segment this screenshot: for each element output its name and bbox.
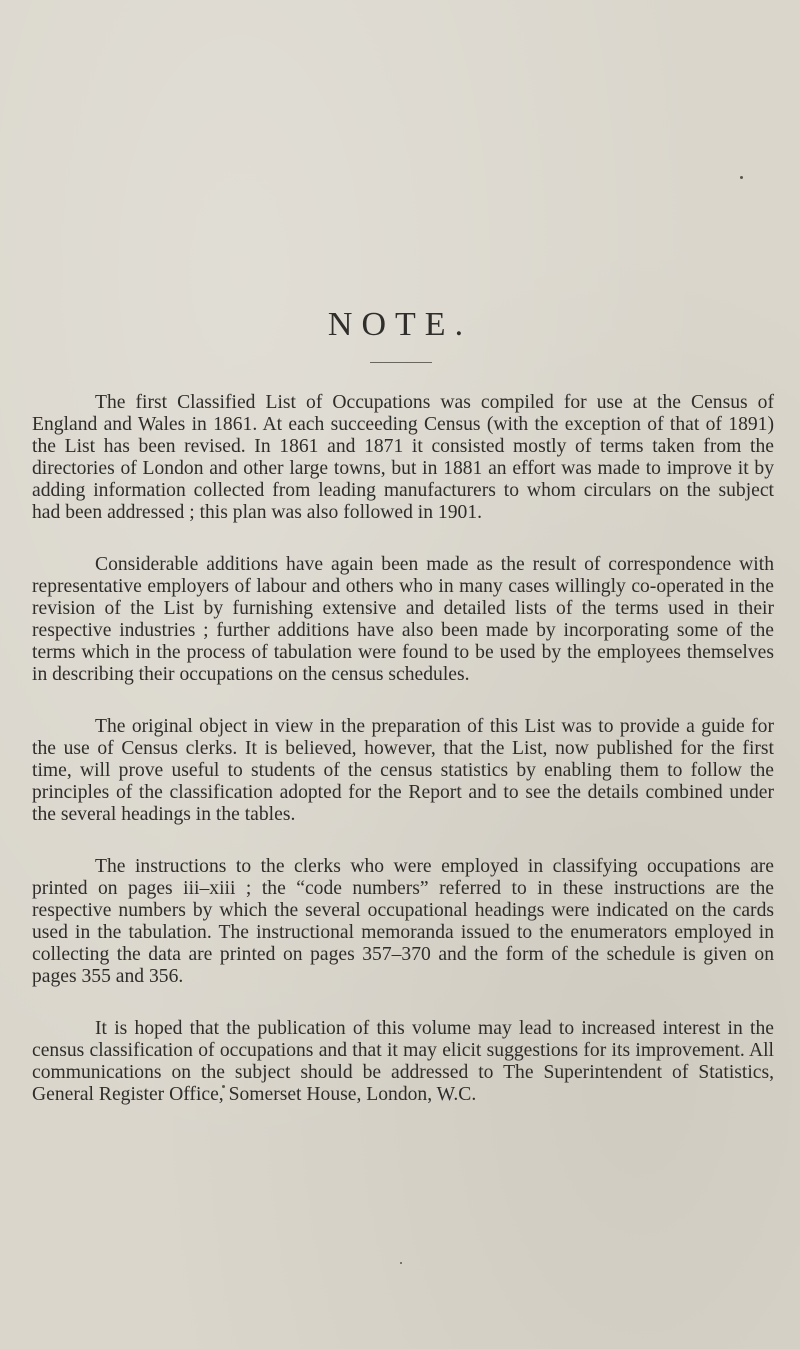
paper-speck <box>400 1262 402 1264</box>
title-rule <box>370 362 432 363</box>
paper-speck <box>740 176 743 179</box>
paragraph-additions: Considerable additions have again been made as the result of correspondence with representative employers of labour and others who in many cases willingly co-operated in the revision of the List by furnishing extensive and detailed lists of the terms used in their respective industries ; further additions have also been made by incorporating some of the terms which in the process of tabulation were found to be used by the employees themselves in describing their occupations on the census schedules. <box>32 554 774 685</box>
paragraph-purpose: The original object in view in the preparation of this List was to provide a guide for the use of Census clerks. It is believed, however, that the List, now published for the first time, will prove useful to students of the census statistics by enabling them to follow the principles of the classification adopted for the Report and to see the details combined under the several headings in the tables. <box>32 716 774 825</box>
note-body <box>32 392 774 1136</box>
paragraph-instructions: The instructions to the clerks who were employed in classifying occupations are printed on pages iii–xiii ; the “code numbers” referred to in these instructions are the respective numbers by which the several occupational headings were indicated on the cards used in the tabulation. The instructional memoranda issued to the enumerators employed in collecting the data are printed on pages 357–370 and the form of the schedule is given on pages 355 and 356. <box>32 856 774 987</box>
paragraph-history: The first Classified List of Occupations was compiled for use at the Census of England and Wales in 1861. At each succeeding Census (with the exception of that of 1891) the List has been revised. In 1861 and 1871 it consisted mostly of terms taken from the directories of London and other large towns, but in 1881 an effort was made to improve it by adding information collected from leading manufacturers to whom circulars on the subject had been addressed ; this plan was also followed in 1901. <box>32 392 774 523</box>
page-title: NOTE. <box>327 306 473 343</box>
paragraph-communications: It is hoped that the publication of this volume may lead to increased interest in the census classification of occupations and that it may elicit suggestions for its improvement. All communications on the subject should be addressed to The Superintendent of Statistics, General Register Office, Somerset House, London, W.C. <box>32 1018 774 1105</box>
